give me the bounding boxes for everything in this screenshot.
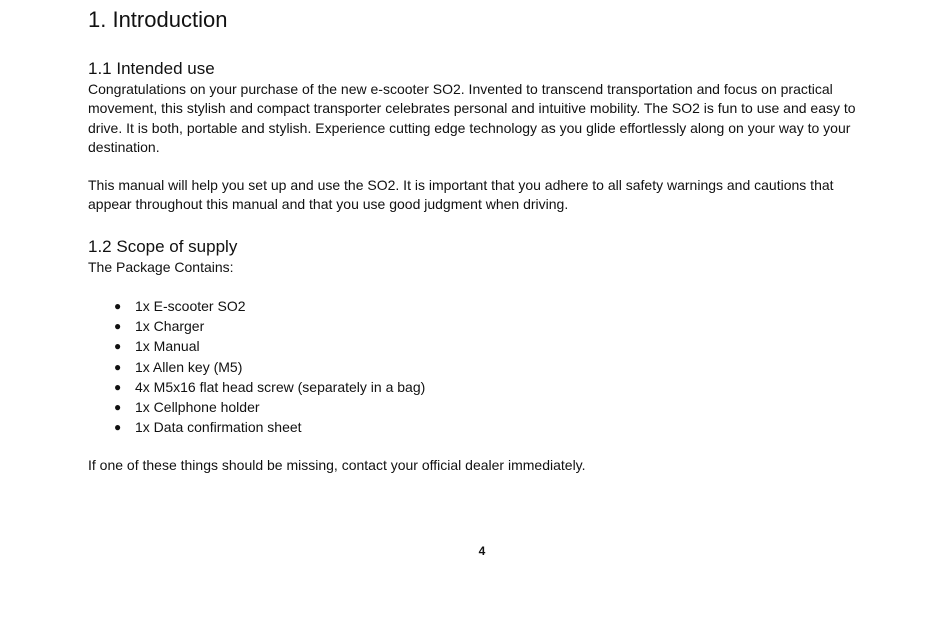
section-scope-of-supply — [88, 236, 878, 475]
list-item-text: 1x Data confirmation sheet — [135, 418, 302, 435]
package-contents-list — [88, 296, 878, 437]
list-item — [88, 296, 878, 316]
bullet-icon: ● — [114, 319, 122, 334]
list-item-text: 1x Allen key (M5) — [135, 358, 243, 375]
section-heading-intended-use: 1.1 Intended use — [88, 59, 215, 78]
bullet-icon: ● — [114, 359, 122, 374]
list-item — [88, 336, 878, 356]
list-item-text: 1x Manual — [135, 338, 200, 355]
section-heading-scope-of-supply: 1.2 Scope of supply — [88, 237, 238, 256]
missing-items-notice: If one of these things should be missing, contact your official dealer immediately. — [88, 456, 586, 473]
list-item-text: 1x Charger — [135, 318, 205, 335]
section-intended-use — [88, 58, 878, 215]
page-number: 4 — [478, 544, 486, 558]
bullet-icon: ● — [114, 399, 122, 414]
list-item-text: 1x Cellphone holder — [135, 398, 260, 415]
bullet-icon: ● — [114, 379, 122, 394]
bullet-icon: ● — [114, 299, 122, 314]
list-item — [88, 377, 878, 397]
bullet-icon: ● — [114, 339, 122, 354]
intended-use-paragraph-1: Congratulations on your purchase of the new e-scooter SO2. Invented to transcend transportation and focus on practical movement, this stylish and compact transporter celebrates personal and intuitive mobility. The SO2 is fun to use and easy to drive. It is both, portable and stylish. Experience cutting edge technology as you glide effortlessly along on your way to your destination. — [88, 81, 856, 155]
intended-use-paragraph-2: This manual will help you set up and use the SO2. It is important that you adhere to all safety warnings and cautions that appear throughout this manual and that you use good judgment when driving. — [88, 177, 834, 213]
chapter-title: 1. Introduction — [88, 7, 228, 32]
list-item — [88, 357, 878, 377]
package-contains-intro: The Package Contains: — [88, 259, 234, 275]
list-item — [88, 397, 878, 417]
list-item — [88, 417, 878, 437]
list-item-text: 1x E-scooter SO2 — [135, 298, 246, 315]
list-item-text: 4x M5x16 flat head screw (separately in a bag) — [135, 378, 426, 395]
bullet-icon: ● — [114, 419, 122, 434]
list-item — [88, 316, 878, 336]
